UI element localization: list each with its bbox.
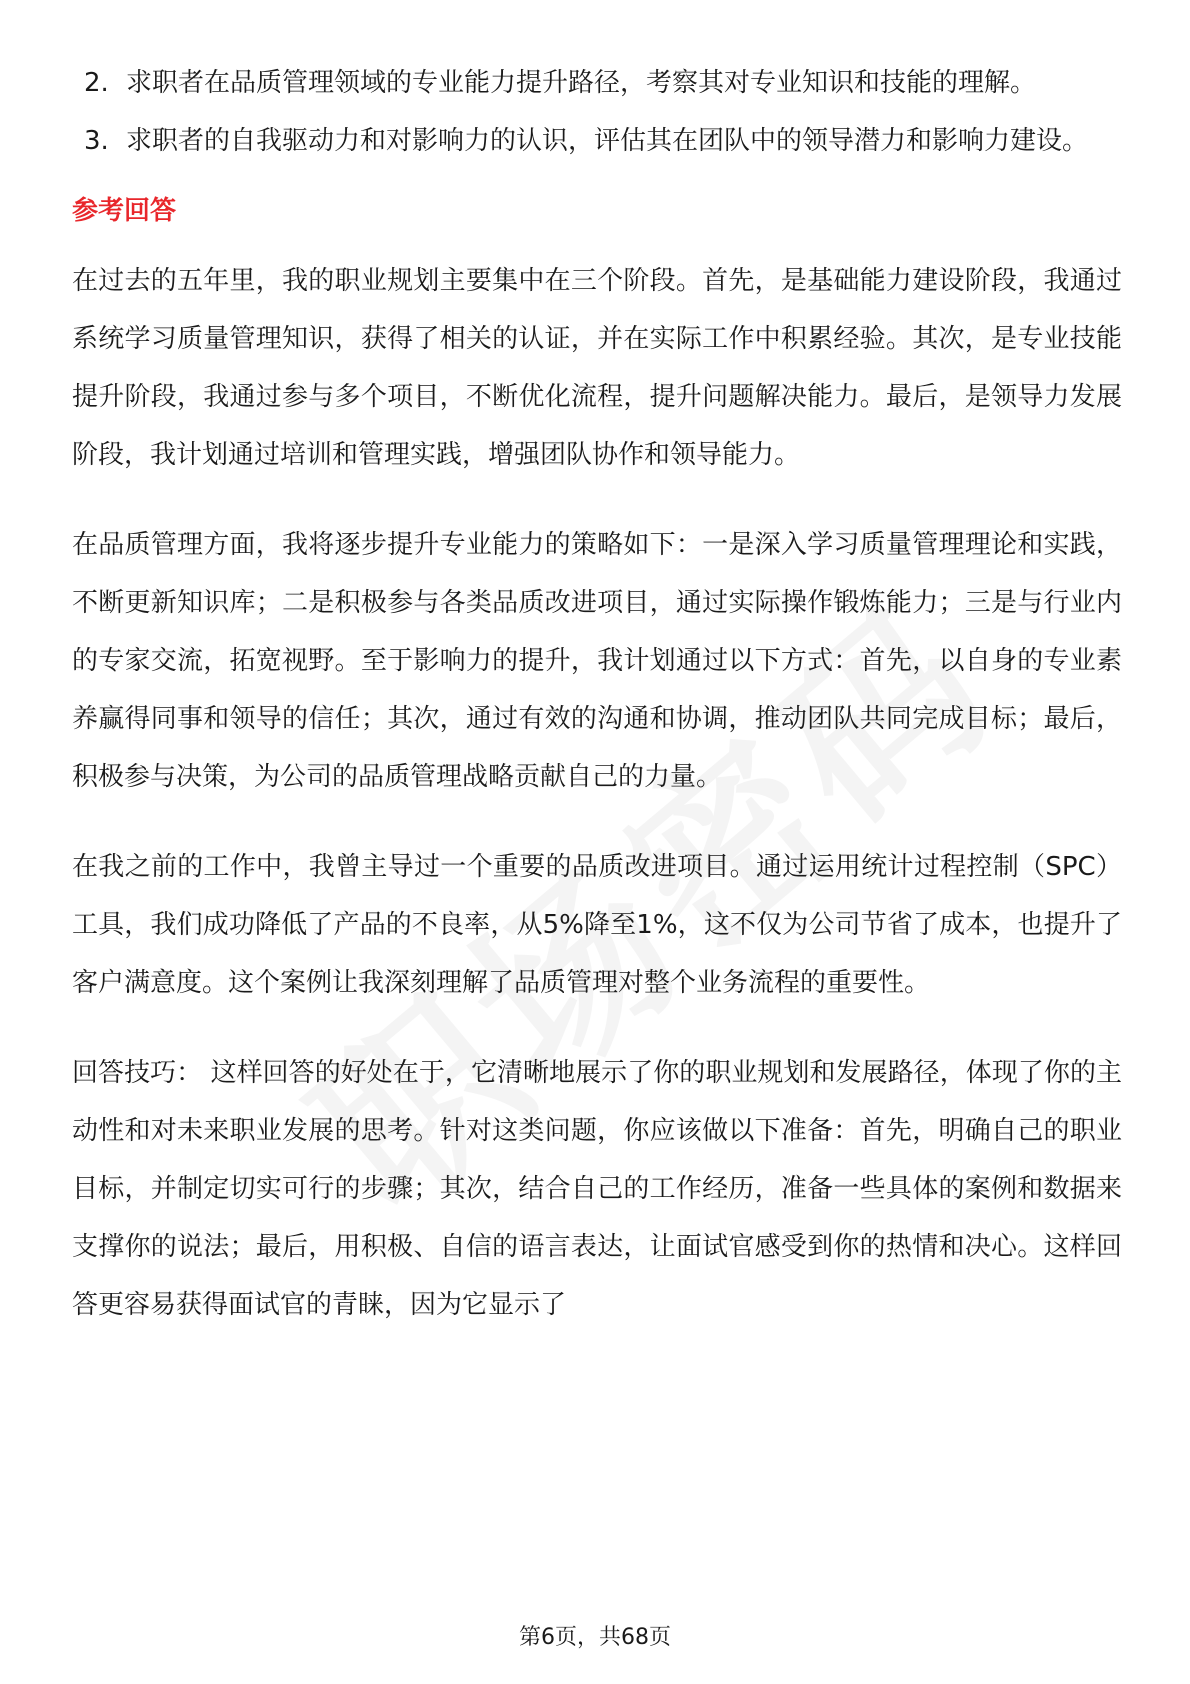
list-item-number: 2. [84,68,109,98]
list-item-number: 3. [84,126,109,156]
paragraph: 在过去的五年里，我的职业规划主要集中在三个阶段。首先，是基础能力建设阶段，我通过系统学习质量管理知识，获得了相关的认证，并在实际工作中积累经验。其次，是专业技能提升阶段，我通过参与多个项目，不断优化流程，提升问题解决能力。最后，是领导力发展阶段，我计划通过培训和管理实践，增强团队协作和领导能力。 [72,266,1122,470]
list-item-text: 求职者在品质管理领域的专业能力提升路径，考察其对专业知识和技能的理解。 [126,68,1037,98]
paragraph: 在我之前的工作中，我曾主导过一个重要的品质改进项目。通过运用统计过程控制（SPC）工具，我们成功降低了产品的不良率，从5%降至1%，这不仅为公司节省了成本，也提升了客户满意度。这个案例让我深刻理解了品质管理对整个业务流程的重要性。 [72,852,1122,998]
section-heading: 参考回答 [72,196,177,226]
page-number-footer: 第6页，共68页 [519,1625,671,1650]
answer-tips-paragraph: 回答技巧： 这样回答的好处在于，它清晰地展示了你的职业规划和发展路径，体现了你的主动性和对未来职业发展的思考。针对这类问题，你应该做以下准备：首先，明确自己的职业目标，并制定切实可行的步骤；其次，结合自己的工作经历，准备一些具体的案例和数据来支撑你的说法；最后，用积极、自信的语言表达，让面试官感受到你的热情和决心。这样回答更容易获得面试官的青睐，因为它显示了 [72,1058,1122,1320]
paragraph: 在品质管理方面，我将逐步提升专业能力的策略如下：一是深入学习质量管理理论和实践，不断更新知识库；二是积极参与各类品质改进项目，通过实际操作锻炼能力；三是与行业内的专家交流，拓宽视野。至于影响力的提升，我计划通过以下方式：首先，以自身的专业素养赢得同事和领导的信任；其次，通过有效的沟通和协调，推动团队共同完成目标；最后，积极参与决策，为公司的品质管理战略贡献自己的力量。 [72,530,1122,792]
list-item-text: 求职者的自我驱动力和对影响力的认识，评估其在团队中的领导潜力和影响力建设。 [126,126,1089,156]
page-content [72,54,1122,1366]
list-item [72,112,1122,170]
numbered-list [72,54,1122,170]
list-item [72,54,1122,112]
